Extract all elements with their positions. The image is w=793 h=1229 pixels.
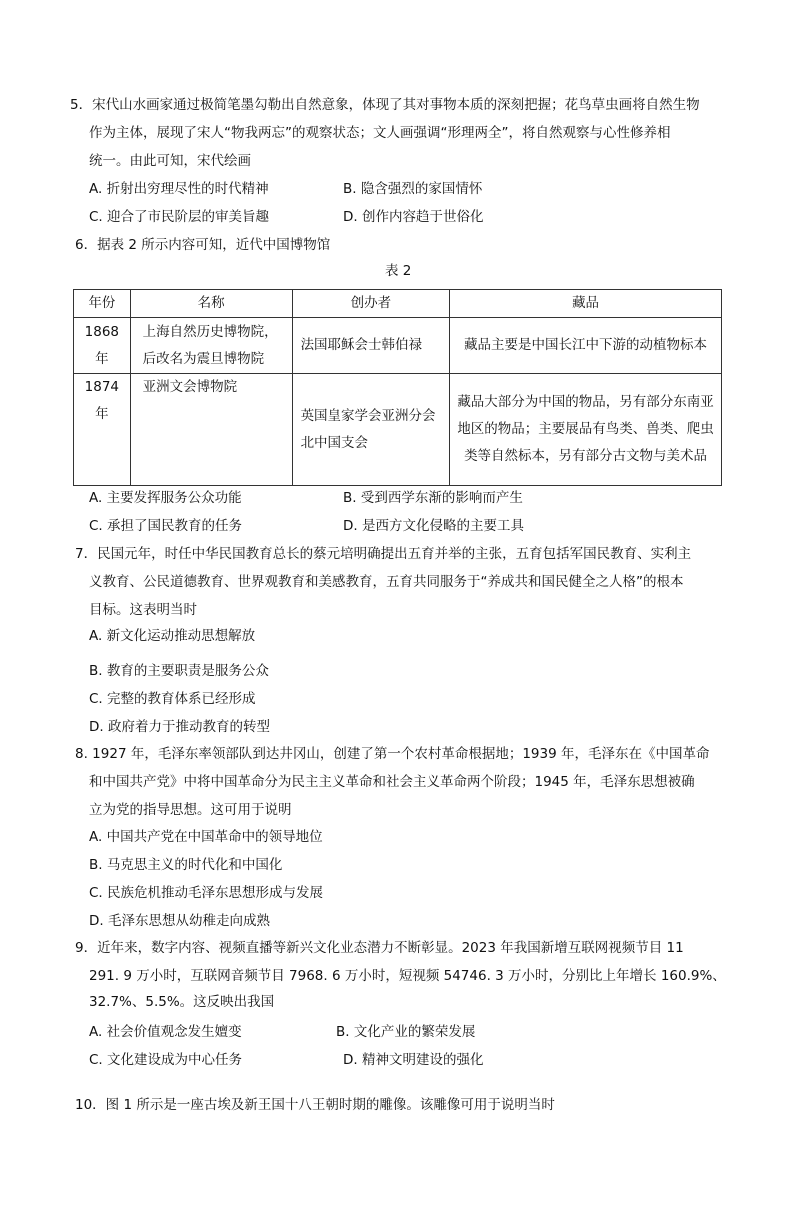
q10-stem-line1: 10．图 1 所示是一座古埃及新王国十八王朝时期的雕像。该雕像可用于说明当时 xyxy=(75,1097,555,1113)
q8-option-c: C. 民族危机推动毛泽东思想形成与发展 xyxy=(89,885,324,901)
q6-option-a: A. 主要发挥服务公众功能 xyxy=(89,490,242,506)
header-founder: 创办者 xyxy=(292,290,450,318)
q5-option-d: D. 创作内容趋于世俗化 xyxy=(343,209,484,225)
row2-founder: 英国皇家学会亚洲分会北中国支会 xyxy=(292,374,450,486)
row1-founder: 法国耶稣会士韩伯禄 xyxy=(292,318,450,374)
museum-table xyxy=(73,289,722,486)
q9-option-b: B. 文化产业的繁荣发展 xyxy=(336,1024,476,1040)
q8-option-a: A. 中国共产党在中国革命中的领导地位 xyxy=(89,829,323,845)
q6-option-d: D. 是西方文化侵略的主要工具 xyxy=(343,518,524,534)
row2-collection: 藏品大部分为中国的物品，另有部分东南亚地区的物品；主要展品有鸟类、兽类、爬虫类等自然标本，另有部分古文物与美术品 xyxy=(450,374,722,486)
q7-option-c: C. 完整的教育体系已经形成 xyxy=(89,691,256,707)
q7-stem-line1: 7．民国元年，时任中华民国教育总长的蔡元培明确提出五育并举的主张，五育包括军国民教育、实利主 xyxy=(75,546,692,562)
row2-name: 亚洲文会博物院 xyxy=(130,374,292,486)
q9-option-a: A. 社会价值观念发生嬗变 xyxy=(89,1024,242,1040)
table-header-row xyxy=(74,290,722,318)
row1-collection: 藏品主要是中国长江中下游的动植物标本 xyxy=(450,318,722,374)
row1-year: 1868 年 xyxy=(74,318,131,374)
q7-option-d: D. 政府着力于推动教育的转型 xyxy=(89,719,270,735)
q6-stem-line1: 6．据表 2 所示内容可知，近代中国博物馆 xyxy=(75,237,331,253)
q8-option-b: B. 马克思主义的时代化和中国化 xyxy=(89,857,283,873)
table-caption: 表 2 xyxy=(385,263,412,279)
table-row xyxy=(74,374,722,486)
q9-option-c: C. 文化建设成为中心任务 xyxy=(89,1052,243,1068)
q7-stem-line3: 目标。这表明当时 xyxy=(89,602,197,618)
table-row xyxy=(74,318,722,374)
header-collection: 藏品 xyxy=(450,290,722,318)
header-name: 名称 xyxy=(130,290,292,318)
q8-stem-line2: 和中国共产党》中将中国革命分为民主主义革命和社会主义革命两个阶段；1945 年，毛泽东思想被确 xyxy=(89,774,695,790)
row1-name: 上海自然历史博物院，后改名为震旦博物院 xyxy=(130,318,292,374)
q8-stem-line1: 8. 1927 年，毛泽东率领部队到达井冈山，创建了第一个农村革命根据地；1939 年，毛泽东在《中国革命 xyxy=(75,746,710,762)
q8-option-d: D. 毛泽东思想从幼稚走向成熟 xyxy=(89,913,270,929)
q5-option-c: C. 迎合了市民阶层的审美旨趣 xyxy=(89,209,270,225)
q7-option-a: A. 新文化运动推动思想解放 xyxy=(89,628,256,644)
q9-stem-line3: 32.7%、5.5%。这反映出我国 xyxy=(89,994,275,1010)
header-year: 年份 xyxy=(74,290,131,318)
q5-option-b: B. 隐含强烈的家国情怀 xyxy=(343,181,483,197)
q5-stem-line3: 统一。由此可知，宋代绘画 xyxy=(89,153,251,169)
q9-stem-line1: 9．近年来，数字内容、视频直播等新兴文化业态潜力不断彰显。2023 年我国新增互联网视频节目 11 xyxy=(75,940,684,956)
q8-stem-line3: 立为党的指导思想。这可用于说明 xyxy=(89,802,292,818)
q9-option-d: D. 精神文明建设的强化 xyxy=(343,1052,484,1068)
q5-stem-line1: 5．宋代山水画家通过极简笔墨勾勒出自然意象，体现了其对事物本质的深刻把握；花鸟草虫画将自然生物 xyxy=(70,97,700,113)
q6-option-c: C. 承担了国民教育的任务 xyxy=(89,518,243,534)
q9-stem-line2: 291. 9 万小时，互联网音频节目 7968. 6 万小时，短视频 54746. 3 万小时，分别比上年增长 160.9%、 xyxy=(89,968,726,984)
row2-year: 1874 年 xyxy=(74,374,131,486)
q5-stem-line2: 作为主体，展现了宋人“物我两忘”的观察状态；文人画强调“形理两全”，将自然观察与心性修养相 xyxy=(89,125,671,141)
q7-stem-line2: 义教育、公民道德教育、世界观教育和美感教育，五育共同服务于“养成共和国民健全之人格”的根本 xyxy=(89,574,684,590)
q7-option-b: B. 教育的主要职责是服务公众 xyxy=(89,663,269,679)
q6-option-b: B. 受到西学东渐的影响而产生 xyxy=(343,490,523,506)
q5-option-a: A. 折射出穷理尽性的时代精神 xyxy=(89,181,269,197)
